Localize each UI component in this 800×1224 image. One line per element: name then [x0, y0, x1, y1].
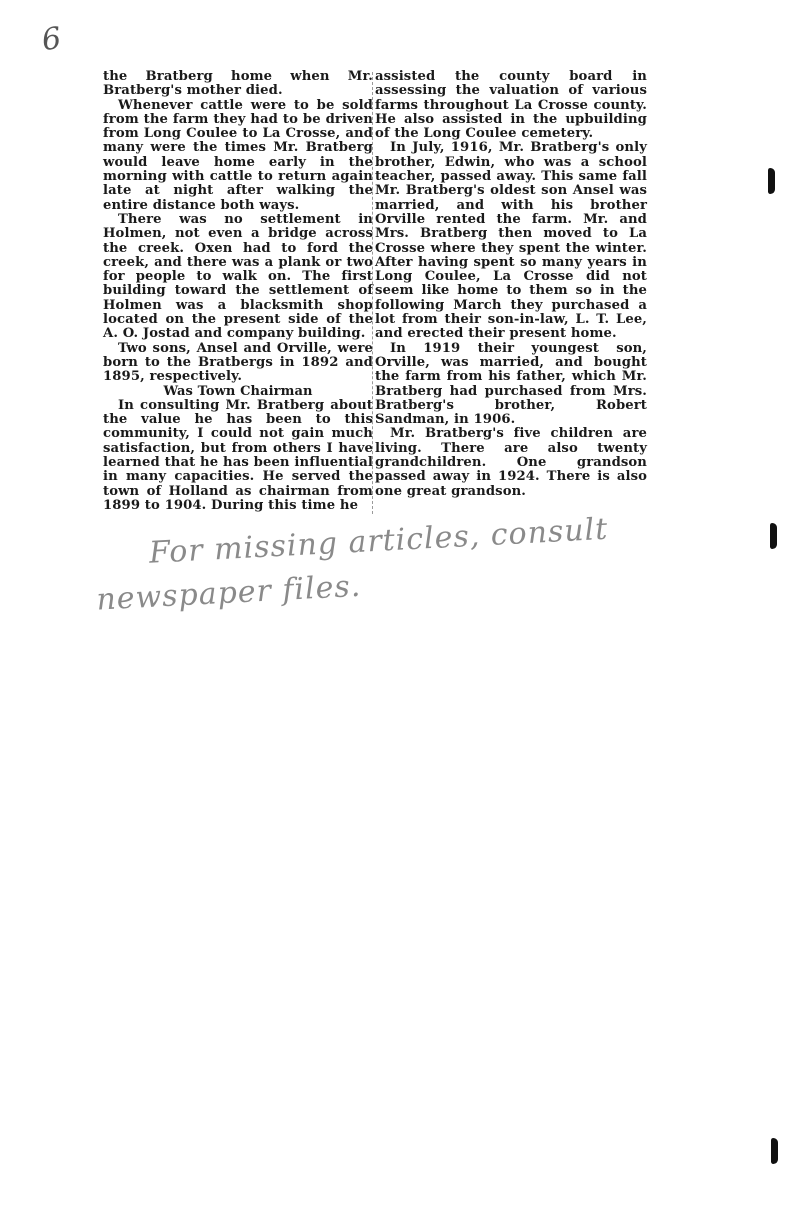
- article-right-column: [375, 70, 647, 499]
- paragraph: In 1919 their youngest son, Orville, was married, and bought the farm from his father, which Mr. Bratberg had purchased from Mrs. Bratberg's brother, Robert Sandman, in 1906.: [375, 340, 647, 428]
- handwritten-note-line: For missing articles, consult: [148, 511, 610, 571]
- paragraph: Mr. Bratberg's five children are living. There are also twenty grandchildren. One grandson passed away in 1924. There is also one great grandson.: [375, 426, 647, 499]
- handwritten-note-line: newspaper files.: [95, 568, 363, 618]
- paragraph: assisted the county board in assessing the valuation of various farms throughout La Crosse county. He also assisted in the upbuilding of the Long Coulee cemetery.: [375, 69, 647, 142]
- binding-hole-mark: [770, 523, 777, 549]
- paragraph: Two sons, Ansel and Orville, were born to the Bratbergs in 1892 and 1895, respectively.: [103, 340, 373, 385]
- paragraph: In consulting Mr. Bratberg about the value he has been to this community, I could not gain much satisfaction, but from others I have learned that he has been influential in many capacities. He served the town of Holland as chairman from 1899 to 1904. During this time he: [103, 397, 373, 513]
- paragraph: the Bratberg home when Mr. Bratberg's mother died.: [103, 69, 373, 99]
- paragraph: In July, 1916, Mr. Bratberg's only brother, Edwin, who was a school teacher, passed away. This same fall Mr. Bratberg's oldest son Ansel was married, and with his brother Orville rented the farm. Mr. and Mrs. Bratberg then moved to La Crosse where they spent the winter. After having spent so many years in Long Coulee, La Crosse did not seem like home to them so in the following March they purchased a lot from their son-in-law, L. T. Lee, and erected their present home.: [375, 140, 647, 342]
- binding-hole-mark: [768, 168, 775, 194]
- column-divider: [372, 72, 373, 514]
- page-number: 6: [39, 20, 64, 59]
- binding-hole-mark: [771, 1138, 778, 1164]
- subheading: Was Town Chairman: [163, 383, 313, 399]
- paragraph: Whenever cattle were to be sold from the farm they had to be driven from Long Coulee to La Crosse, and many were the times Mr. Bratberg would leave home early in the morning with cattle to return again late at night after walking the entire distance both ways.: [103, 97, 373, 213]
- handwritten-note: [93, 505, 657, 622]
- paragraph: There was no settlement in Holmen, not even a bridge across the creek. Oxen had to ford the creek, and there was a plank or two for people to walk on. The first building toward the settlement of Holmen was a blacksmith shop located on the present side of the A. O. Jostad and company building.: [103, 211, 373, 342]
- article-left-column: [103, 70, 373, 513]
